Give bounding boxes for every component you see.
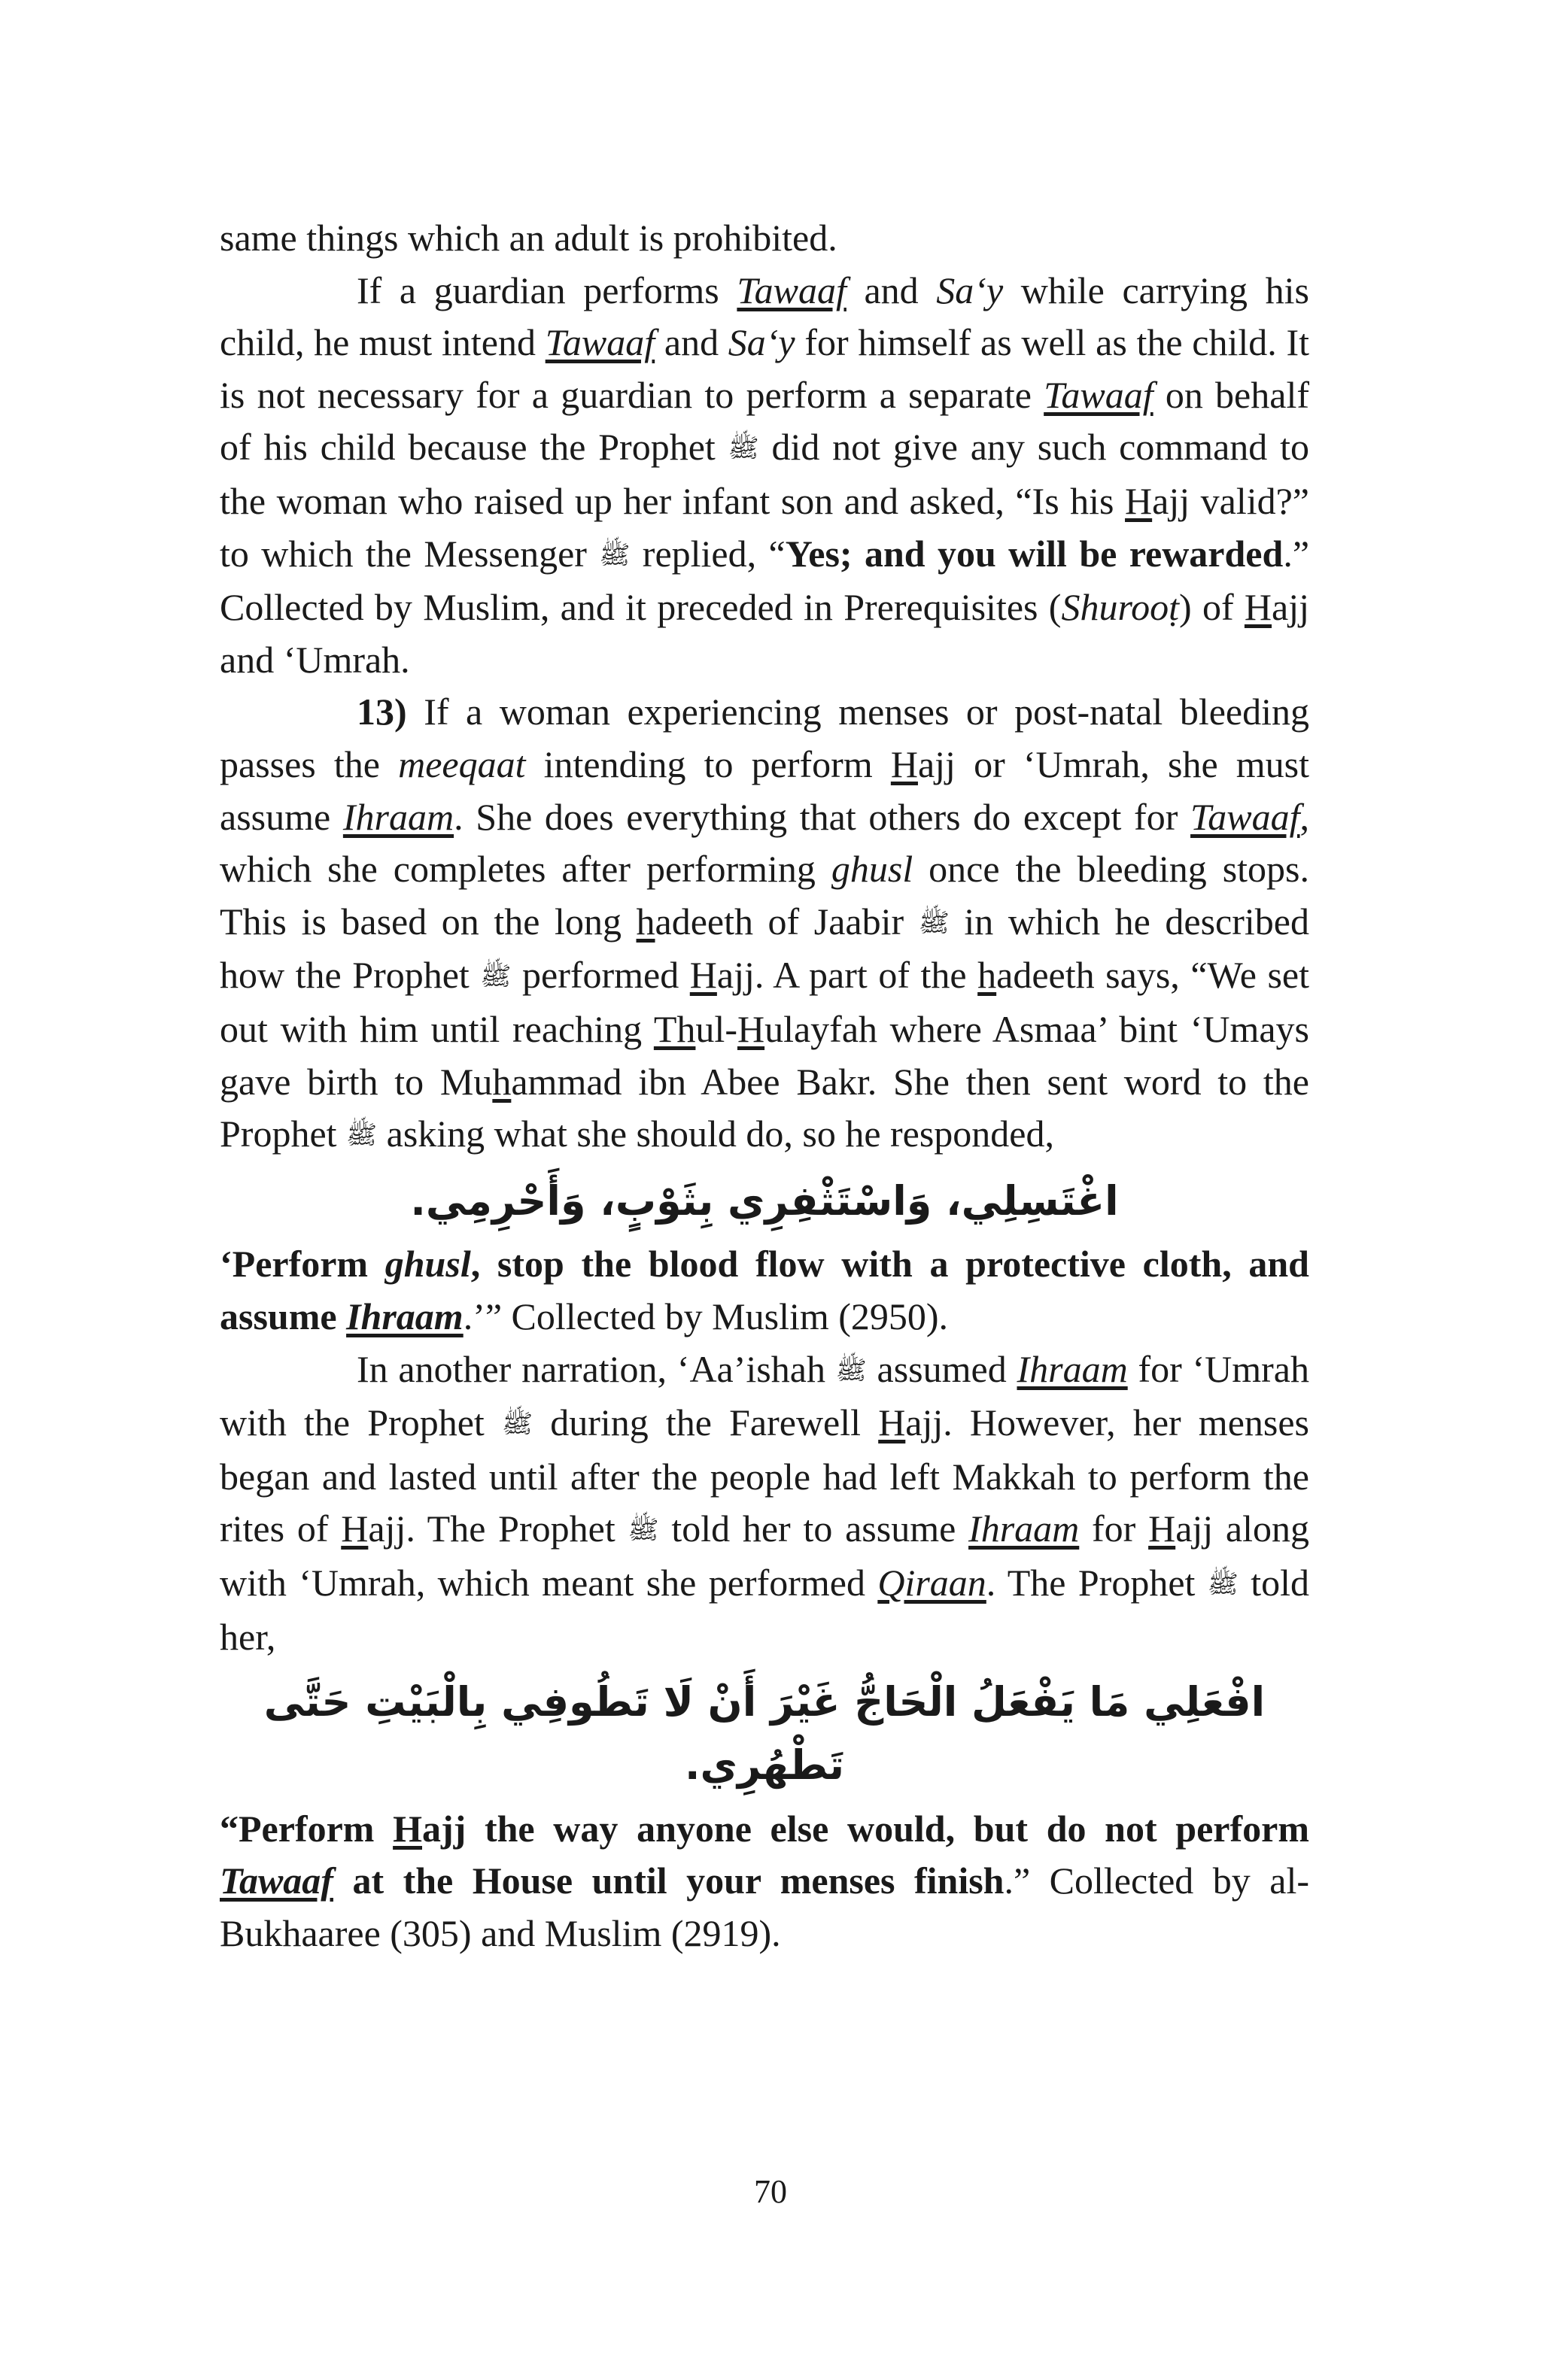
hadith-quote: , stop the blood flow with a protective cloth, and assume [220,1243,1309,1337]
honorific-icon: ﷺ [835,1356,867,1385]
term-ihraam: Ihraam [342,795,454,838]
arabic-hadith-2: افْعَلِي مَا يَفْعَلُ الْحَاجُّ غَيْرَ أَنْ لَا تَطُوفِي بِالْبَيْتِ حَتَّى تَطْهُرِي. [263,1678,1266,1789]
text: asking what she should do, so he responded, [377,1113,1055,1155]
text: .” Collected by Muslim, and it preceded in Prerequisites ( [220,532,1310,629]
text: ammad ibn Abee Bakr. She then sent word to the Prophet [220,1060,1309,1155]
salutation-icon: ﷺ [599,541,631,569]
text: If a guardian performs [357,269,737,311]
text: ajj. A part of the [716,954,978,997]
term-shuroot: Shurooṭ [1061,586,1179,629]
hadith-quote: Yes; and you will be rewarded [785,532,1284,575]
paragraph-translation-1 [220,1238,1309,1343]
term-ihraam: Ihraam [1017,1347,1128,1390]
transliteration-letter: H [890,742,918,785]
text: ajj or ‘Umrah, she must assume [220,742,1310,838]
text: adeeth says, “We set out with him until reaching [220,954,1309,1050]
text: performed [511,954,690,997]
term-ghusl: ghusl [831,848,913,891]
term-say: Sa‘y [728,321,795,364]
salutation-icon: ﷺ [728,435,759,463]
paragraph-aaishah [220,1343,1309,1664]
term-tawaaf: Tawaaf [737,269,846,311]
transliteration-letter: h [636,900,655,943]
text: told her, [220,1561,1310,1658]
term-ihraam: Ihraam [346,1295,464,1337]
text: ul- [695,1007,737,1050]
text: If a woman experiencing menses or post-natal bleeding passes the [220,691,1309,785]
text: for ‘Umrah with the Prophet [220,1347,1309,1444]
text: . She does everything that others do except for [454,795,1191,838]
text: and [846,269,937,311]
text: assumed [866,1347,1017,1390]
text: same things which an adult is prohibited. [220,217,837,259]
transliteration-letter: H [341,1507,369,1550]
honorific-icon: ﷺ [918,909,950,937]
paragraph-translation-2 [220,1803,1309,1960]
text: told her to assume [658,1507,969,1550]
transliteration-letter: h [977,954,997,997]
term-tawaaf: Tawaaf [220,1859,333,1902]
transliteration-letter: H [737,1007,765,1050]
term-meeqaat: meeqaat [398,742,526,785]
salutation-icon: ﷺ [628,1516,659,1545]
page-number: 70 [754,2173,787,2210]
text: . The Prophet [986,1561,1208,1604]
text: for [1079,1507,1149,1550]
text: and [655,321,728,364]
text: , which she completes after performing [220,795,1310,891]
transliteration-letter: H [393,1807,422,1850]
text: ) of [1178,586,1245,629]
salutation-icon: ﷺ [346,1122,378,1150]
term-say: Sa‘y [936,269,1004,311]
point-number: 13) [357,691,407,733]
text: ajj valid?” to which the Messenger [220,479,1309,575]
transliteration-letter: h [492,1060,512,1103]
transliteration-letter: H [1125,479,1153,522]
arabic-hadith-1: اغْتَسِلِي، وَاسْتَثْفِرِي بِثَوْبٍ، وَأَحْرِمِي. [410,1176,1119,1225]
transliteration-letter: H [1244,586,1272,629]
page-body [220,212,1309,1960]
text: adeeth of Jaabir [655,900,919,943]
text: .” Collected by al-Bukhaaree (305) and Muslim (2919). [220,1859,1309,1954]
term-tawaaf: Tawaaf [545,321,655,364]
transliteration-letter: H [1148,1507,1176,1550]
paragraph-continuation [220,212,1309,265]
text: ajj. The Prophet [368,1507,628,1550]
transliteration-letter: H [878,1401,906,1444]
text: ulayfah where Asmaa’ bint ‘Umays gave birth to Mu [220,1007,1309,1103]
transliteration-letter: H [689,954,717,997]
paragraph-13 [220,686,1309,1161]
text: on behalf of his child because the Prophet [220,373,1309,469]
term-ghusl: ghusl [384,1243,471,1286]
salutation-icon: ﷺ [501,1410,533,1439]
term-ihraam: Ihraam [968,1507,1080,1550]
hadith-quote: at the House until your menses finish [333,1859,1005,1902]
text: in which he described how the Prophet [220,900,1309,997]
text: ajj and ‘Umrah. [220,586,1310,681]
text: ajj along with ‘Umrah, which meant she performed [220,1507,1310,1604]
text: In another narration, ‘Aa’ishah [357,1347,836,1390]
text: .’” Collected by Muslim (2950). [463,1295,949,1337]
salutation-icon: ﷺ [1207,1570,1239,1598]
paragraph-guardian-tawaaf [220,265,1309,687]
hadith-quote: ajj the way anyone else would, but do not perform [422,1807,1309,1850]
term-qiraan: Qiraan [877,1561,986,1604]
transliteration-letter: Th [653,1007,696,1050]
text: during the Farewell [533,1401,879,1444]
hadith-quote: “Perform [220,1807,394,1850]
text: intending to perform [525,742,891,785]
text: while carrying his child, he must intend [220,269,1310,364]
text: once the bleeding stops. This is based on the long [220,848,1309,943]
text: ajj. However, her menses began and lasted until after the people had left Makkah to perform the rites of [220,1401,1309,1550]
salutation-icon: ﷺ [480,963,512,991]
text: did not give any such command to the woman who raised up her infant son and asked, “Is his [220,426,1309,522]
text: for himself as well as the child. It is not necessary for a guardian to perform a separate [220,321,1310,416]
term-tawaaf: Tawaaf [1044,373,1153,416]
term-tawaaf: Tawaaf [1190,795,1300,838]
text: replied, “ [630,532,786,575]
hadith-quote: ‘Perform [220,1243,385,1286]
